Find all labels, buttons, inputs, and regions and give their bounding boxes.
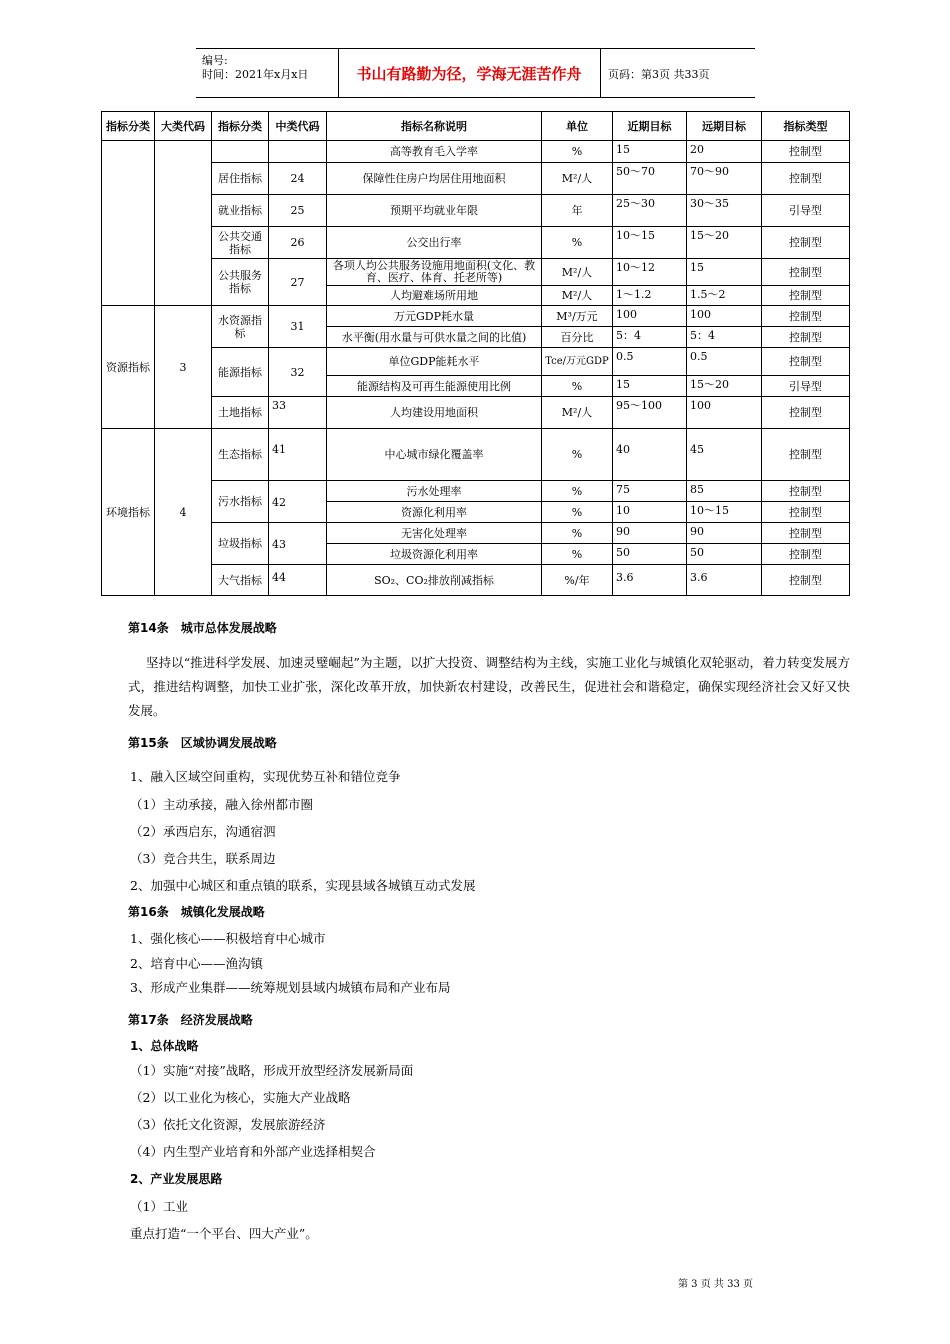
subcode-cell: 31 (269, 306, 327, 348)
sub-heading: 2、产业发展思路 (130, 1172, 223, 1186)
name-cell: 保障性住房户均居住用地面积 (327, 163, 542, 195)
article-16-heading: 第16条 城镇化发展战略 (128, 905, 265, 919)
list-item: 1、强化核心——积极培育中心城市 (130, 931, 326, 946)
type-cell: 控制型 (762, 544, 850, 565)
code-cell: 3 (155, 306, 212, 429)
far-cell: 5：4 (687, 327, 762, 348)
number-label: 编号: (202, 54, 228, 67)
near-cell: 0.5 (613, 348, 687, 376)
subcategory-cell: 公共服务指标 (212, 259, 269, 306)
type-cell: 控制型 (762, 227, 850, 259)
name-cell: 各项人均公共服务设施用地面积(文化、教育、医疗、体育、托老所等) (327, 259, 542, 286)
subcode-cell: 32 (269, 348, 327, 397)
unit-cell: M²/人 (542, 286, 613, 306)
list-item: （2）以工业化为核心，实施大产业战略 (130, 1090, 351, 1105)
col-header: 指标分类 (212, 112, 269, 141)
col-header: 指标分类 (102, 112, 155, 141)
subcategory-cell: 污水指标 (212, 481, 269, 523)
near-cell: 75 (613, 481, 687, 502)
far-cell: 1.5～2 (687, 286, 762, 306)
far-cell: 15～20 (687, 376, 762, 397)
near-cell: 90 (613, 523, 687, 544)
far-cell: 100 (687, 306, 762, 327)
table-row (102, 306, 850, 327)
table-row (102, 429, 850, 481)
col-header: 远期目标 (687, 112, 762, 141)
unit-cell: M²/人 (542, 163, 613, 195)
table-row (102, 523, 850, 544)
subcode-cell: 27 (269, 259, 327, 306)
unit-cell: % (542, 141, 613, 163)
time-label: 时间：2021年x月x日 (202, 68, 309, 81)
list-item: （3）依托文化资源，发展旅游经济 (130, 1117, 326, 1132)
type-cell: 控制型 (762, 429, 850, 481)
subcode-cell: 24 (269, 163, 327, 195)
type-cell: 控制型 (762, 502, 850, 523)
far-cell: 90 (687, 523, 762, 544)
motto: 书山有路勤为径，学海无涯苦作舟 (338, 49, 601, 97)
type-cell: 控制型 (762, 481, 850, 502)
list-item: （1）主动承接，融入徐州都市圈 (130, 797, 313, 812)
list-item: 1、融入区域空间重构，实现优势互补和错位竞争 (130, 769, 401, 784)
far-cell: 50 (687, 544, 762, 565)
type-cell: 引导型 (762, 195, 850, 227)
name-cell: 垃圾资源化利用率 (327, 544, 542, 565)
col-header: 指标类型 (762, 112, 850, 141)
category-cell: 环境指标 (102, 429, 155, 596)
name-cell: SO₂、CO₂排放削减指标 (327, 565, 542, 596)
name-cell: 单位GDP能耗水平 (327, 348, 542, 376)
subcode-cell: 33 (269, 397, 327, 429)
subcategory-cell: 土地指标 (212, 397, 269, 429)
page-footer: 第 3 页 共 33 页 (678, 1279, 753, 1290)
unit-cell: Tce/万元GDP (542, 348, 613, 376)
table-row (102, 195, 850, 227)
far-cell: 3.6 (687, 565, 762, 596)
table-row (102, 397, 850, 429)
table-header-row (102, 112, 850, 141)
name-cell: 污水处理率 (327, 481, 542, 502)
sub-heading: 1、总体战略 (130, 1039, 199, 1053)
near-cell: 25～30 (613, 195, 687, 227)
indicator-table (101, 111, 850, 596)
near-cell: 100 (613, 306, 687, 327)
unit-cell: % (542, 429, 613, 481)
type-cell: 控制型 (762, 141, 850, 163)
article-15-heading: 第15条 区域协调发展战略 (128, 736, 277, 750)
unit-cell: 百分比 (542, 327, 613, 348)
unit-cell: % (542, 481, 613, 502)
name-cell: 无害化处理率 (327, 523, 542, 544)
name-cell: 能源结构及可再生能源使用比例 (327, 376, 542, 397)
col-header: 中类代码 (269, 112, 327, 141)
subcategory-cell: 水资源指标 (212, 306, 269, 348)
unit-cell: M²/人 (542, 259, 613, 286)
name-cell: 高等教育毛入学率 (327, 141, 542, 163)
far-cell: 0.5 (687, 348, 762, 376)
list-item: （1）工业 (130, 1199, 188, 1214)
far-cell: 15 (687, 259, 762, 286)
subcategory-cell: 生态指标 (212, 429, 269, 481)
near-cell: 10 (613, 502, 687, 523)
subcategory-cell: 公共交通指标 (212, 227, 269, 259)
subcode-cell (269, 141, 327, 163)
type-cell: 控制型 (762, 523, 850, 544)
col-header: 近期目标 (613, 112, 687, 141)
near-cell: 10～12 (613, 259, 687, 286)
table-row (102, 481, 850, 502)
far-cell: 100 (687, 397, 762, 429)
subcategory-cell: 能源指标 (212, 348, 269, 397)
subcategory-cell: 居住指标 (212, 163, 269, 195)
list-item: （1）实施“对接”战略，形成开放型经济发展新局面 (130, 1063, 414, 1078)
list-item: （3）竞合共生，联系周边 (130, 851, 276, 866)
far-cell: 30～35 (687, 195, 762, 227)
subcategory-cell: 就业指标 (212, 195, 269, 227)
table-row (102, 259, 850, 286)
list-item: （4）内生型产业培育和外部产业选择相契合 (130, 1144, 376, 1159)
type-cell: 控制型 (762, 348, 850, 376)
unit-cell: M³/万元 (542, 306, 613, 327)
col-header: 指标名称说明 (327, 112, 542, 141)
far-cell: 45 (687, 429, 762, 481)
subcode-cell: 41 (269, 429, 327, 481)
near-cell: 50 (613, 544, 687, 565)
table-row (102, 141, 850, 163)
near-cell: 50～70 (613, 163, 687, 195)
type-cell: 控制型 (762, 259, 850, 286)
header-meta (196, 49, 339, 97)
subcode-cell: 44 (269, 565, 327, 596)
subcode-cell: 42 (269, 481, 327, 523)
code-cell: 4 (155, 429, 212, 596)
type-cell: 控制型 (762, 397, 850, 429)
near-cell: 3.6 (613, 565, 687, 596)
subcategory-cell: 垃圾指标 (212, 523, 269, 565)
unit-cell: M²/人 (542, 397, 613, 429)
unit-cell: 年 (542, 195, 613, 227)
subcode-cell: 43 (269, 523, 327, 565)
type-cell: 引导型 (762, 376, 850, 397)
far-cell: 20 (687, 141, 762, 163)
near-cell: 15 (613, 376, 687, 397)
subcode-cell: 25 (269, 195, 327, 227)
article-14-paragraph: 坚持以“推进科学发展、加速灵璧崛起”为主题，以扩大投资、调整结构为主线，实施工业化与城镇化双轮驱动，着力转变发展方式，推进结构调整，加快工业扩张，深化改革开放，加快新农村建设，改善民生，促进社会和谐稳定，确保实现经济社会又好又快发展。 (128, 655, 850, 718)
type-cell: 控制型 (762, 163, 850, 195)
near-cell: 15 (613, 141, 687, 163)
table-row (102, 227, 850, 259)
far-cell: 85 (687, 481, 762, 502)
list-item: 2、加强中心城区和重点镇的联系，实现县域各城镇互动式发展 (130, 878, 476, 893)
near-cell: 10～15 (613, 227, 687, 259)
category-cell: 资源指标 (102, 306, 155, 429)
table-row (102, 163, 850, 195)
unit-cell: %/年 (542, 565, 613, 596)
unit-cell: % (542, 502, 613, 523)
name-cell: 公交出行率 (327, 227, 542, 259)
name-cell: 人均建设用地面积 (327, 397, 542, 429)
far-cell: 70～90 (687, 163, 762, 195)
name-cell: 中心城市绿化覆盖率 (327, 429, 542, 481)
list-item: 3、形成产业集群——统筹规划县域内城镇布局和产业布局 (130, 980, 451, 995)
category-cell (102, 141, 155, 306)
name-cell: 资源化利用率 (327, 502, 542, 523)
table-row (102, 565, 850, 596)
unit-cell: % (542, 544, 613, 565)
name-cell: 人均避难场所用地 (327, 286, 542, 306)
subcategory-cell (212, 141, 269, 163)
article-14-heading: 第14条 城市总体发展战略 (128, 621, 277, 635)
col-header: 大类代码 (155, 112, 212, 141)
type-cell: 控制型 (762, 327, 850, 348)
name-cell: 万元GDP耗水量 (327, 306, 542, 327)
type-cell: 控制型 (762, 286, 850, 306)
name-cell: 水平衡(用水量与可供水量之间的比值) (327, 327, 542, 348)
article-17-heading: 第17条 经济发展战略 (128, 1013, 253, 1027)
list-item: 2、培育中心——渔沟镇 (130, 956, 263, 971)
far-cell: 10～15 (687, 502, 762, 523)
list-item: 重点打造“一个平台、四大产业”。 (130, 1226, 318, 1241)
unit-cell: % (542, 523, 613, 544)
page-label: 页码：第3页 共33页 (608, 68, 710, 81)
near-cell: 40 (613, 429, 687, 481)
subcategory-cell: 大气指标 (212, 565, 269, 596)
page-header (196, 48, 755, 98)
type-cell: 控制型 (762, 565, 850, 596)
name-cell: 预期平均就业年限 (327, 195, 542, 227)
list-item: （2）承西启东，沟通宿泗 (130, 824, 276, 839)
unit-cell: % (542, 376, 613, 397)
col-header: 单位 (542, 112, 613, 141)
far-cell: 15～20 (687, 227, 762, 259)
type-cell: 控制型 (762, 306, 850, 327)
near-cell: 95～100 (613, 397, 687, 429)
near-cell: 1～1.2 (613, 286, 687, 306)
unit-cell: % (542, 227, 613, 259)
near-cell: 5：4 (613, 327, 687, 348)
code-cell (155, 141, 212, 306)
subcode-cell: 26 (269, 227, 327, 259)
table-row (102, 348, 850, 376)
